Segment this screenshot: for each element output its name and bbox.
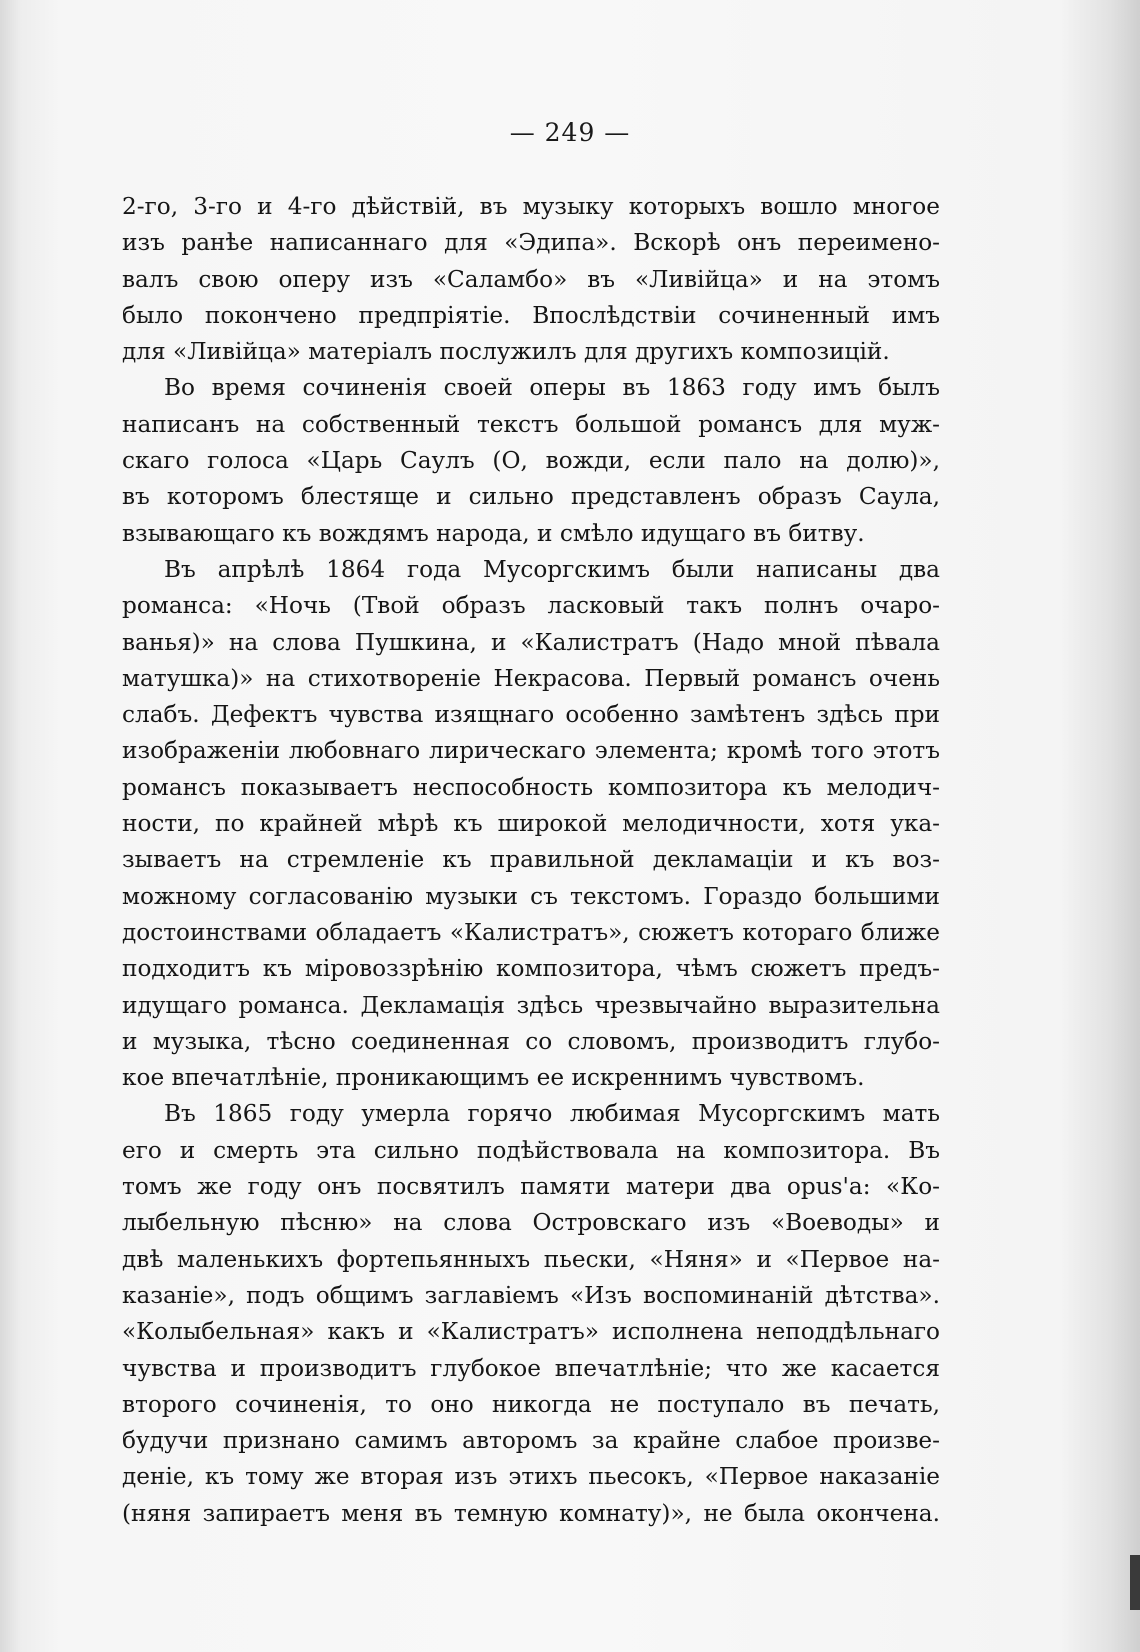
text-line: подходитъ къ міровоззрѣнію композитора, чѣмъ сюжетъ предъ- [122, 955, 940, 983]
text-line: лыбельную пѣсню» на слова Островскаго изъ «Воеводы» и [122, 1209, 940, 1237]
text-line: романсъ показываетъ неспособность композитора къ мелодич- [122, 773, 940, 801]
text-line: будучи признано самимъ авторомъ за крайне слабое произве- [122, 1427, 940, 1455]
text-line: его и смерть эта сильно подѣйствовала на композитора. Въ [122, 1136, 940, 1164]
text-line: «Колыбельная» какъ и «Калистратъ» исполнена неподдѣльнаго [122, 1318, 940, 1346]
text-line: кое впечатлѣніе, проникающимъ ее искреннимъ чувствомъ. [122, 1064, 865, 1092]
text-line: можному согласованію музыки съ текстомъ. Гораздо большими [122, 882, 940, 910]
text-line: изображеніи любовнаго лирическаго элемента; кромѣ того этотъ [122, 737, 940, 765]
paragraph-start-line: Въ апрѣлѣ 1864 года Мусоргскимъ были написаны два [164, 555, 940, 583]
text-line: зываетъ на стремленіе къ правильной декламаціи и къ воз- [122, 846, 940, 874]
text-line: скаго голоса «Царь Саулъ (О, вожди, если пало на долю)», [122, 447, 940, 475]
text-line: достоинствами обладаетъ «Калистратъ», сюжетъ котораго ближе [122, 918, 940, 946]
text-line: казаніе», подъ общимъ заглавіемъ «Изъ воспоминаній дѣтства». [122, 1281, 940, 1309]
paragraph-start-line: Во время сочиненія своей оперы въ 1863 году имъ былъ [164, 374, 940, 402]
text-line: слабъ. Дефектъ чувства изящнаго особенно замѣтенъ здѣсь при [122, 701, 940, 729]
text-line: томъ же году онъ посвятилъ памяти матери два opus'а: «Ко- [122, 1173, 940, 1201]
paragraph-start-line: Въ 1865 году умерла горячо любимая Мусоргскимъ мать [164, 1100, 940, 1128]
text-line: чувства и производитъ глубокое впечатлѣніе; что же касается [122, 1354, 940, 1382]
body-text [122, 189, 940, 1532]
text-line: романса: «Ночь (Твой образъ ласковый такъ полнъ очаро- [122, 592, 940, 620]
text-line: 2-го, 3-го и 4-го дѣйствій, въ музыку которыхъ вошло многое [122, 193, 940, 220]
text-line: двѣ маленькихъ фортепьянныхъ пьески, «Няня» и «Первое на- [122, 1245, 940, 1273]
text-line: для «Ливійца» матеріалъ послужилъ для другихъ композицій. [122, 338, 890, 366]
scan-edge-mark [1130, 1555, 1140, 1610]
text-line: матушка)» на стихотвореніе Некрасова. Первый романсъ очень [122, 664, 940, 692]
text-line: въ которомъ блестяще и сильно представленъ образъ Саула, [122, 483, 940, 511]
text-line: ванья)» на слова Пушкина, и «Калистратъ (Надо мной пѣвала [122, 628, 940, 656]
text-line: деніе, къ тому же вторая изъ этихъ пьесокъ, «Первое наказаніе [122, 1463, 940, 1491]
text-line: и музыка, тѣсно соединенная со словомъ, производитъ глубо- [122, 1027, 940, 1055]
text-line: валъ свою оперу изъ «Саламбо» въ «Ливійца» и на этомъ [122, 265, 940, 293]
text-line: написанъ на собственный текстъ большой романсъ для муж- [122, 410, 940, 438]
text-line: изъ ранѣе написаннаго для «Эдипа». Вскорѣ онъ переимено- [122, 229, 940, 257]
page-number-header: — 249 — [509, 118, 631, 147]
text-line: взывающаго къ вождямъ народа, и смѣло идущаго въ битву. [122, 519, 865, 547]
text-line: было покончено предпріятіе. Впослѣдствіи сочиненный имъ [122, 301, 940, 329]
text-line: идущаго романса. Декламація здѣсь чрезвычайно выразительна [122, 991, 940, 1019]
text-line: ности, по крайней мѣрѣ къ широкой мелодичности, хотя ука- [122, 810, 940, 838]
text-line: второго сочиненія, то оно никогда не поступало въ печать, [122, 1390, 940, 1418]
text-line: (няня запираетъ меня въ темную комнату)», не была окончена. [122, 1499, 940, 1527]
